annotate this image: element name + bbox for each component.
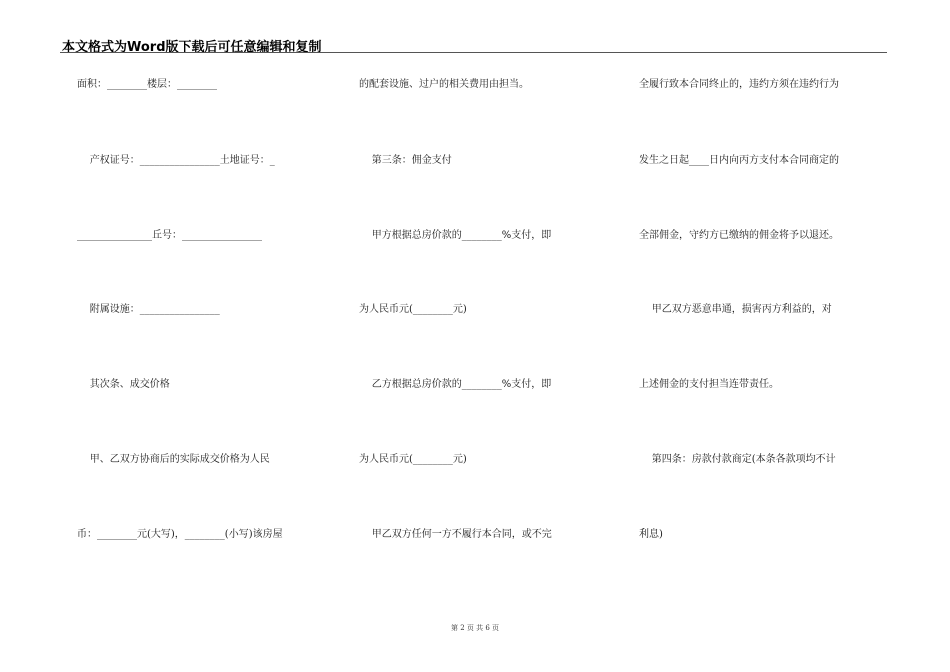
text-line: 产权证号：________________土地证号：_ (77, 155, 275, 166)
text-line: 第三条：佣金支付 (359, 155, 452, 166)
text-line: 第四条：房款付款商定(本条各款项均不计 (639, 454, 836, 465)
header-divider (60, 52, 887, 53)
text-line: 的配套设施、过户的相关费用由担当。 (359, 79, 529, 90)
document-header-title: 本文格式为Word版下载后可任意编辑和复制 (62, 40, 322, 55)
text-line: 为人民币元(________元) (359, 304, 467, 315)
text-line: _______________丘号：________________ (77, 230, 262, 241)
text-line: 乙方根据总房价款的________%支付，即 (359, 379, 552, 390)
text-line: 甲乙双方恶意串通，损害丙方利益的，对 (639, 304, 832, 315)
text-line: 附属设施：________________ (77, 304, 220, 315)
text-line: 利息) (639, 529, 663, 540)
text-line: 甲、乙双方协商后的实际成交价格为人民 (77, 454, 270, 465)
page-number: 第 2 页 共 6 页 (450, 624, 500, 632)
text-line: 甲乙双方任何一方不履行本合同，或不完 (359, 529, 552, 540)
text-line: 币：________元(大写)，________(小写)该房屋 (77, 529, 283, 540)
text-line: 其次条、成交价格 (77, 379, 170, 390)
text-line: 发生之日起____日内向丙方支付本合同商定的 (639, 155, 839, 166)
text-line: 全履行致本合同终止的，违约方须在违约行为 (639, 79, 839, 90)
text-line: 上述佣金的支付担当连带责任。 (639, 379, 779, 390)
text-line: 甲方根据总房价款的________%支付，即 (359, 230, 552, 241)
text-line: 全部佣金，守约方已缴纳的佣金将予以退还。 (639, 230, 839, 241)
text-line: 为人民币元(________元) (359, 454, 467, 465)
text-line: 面积：________楼层：________ (77, 79, 217, 90)
